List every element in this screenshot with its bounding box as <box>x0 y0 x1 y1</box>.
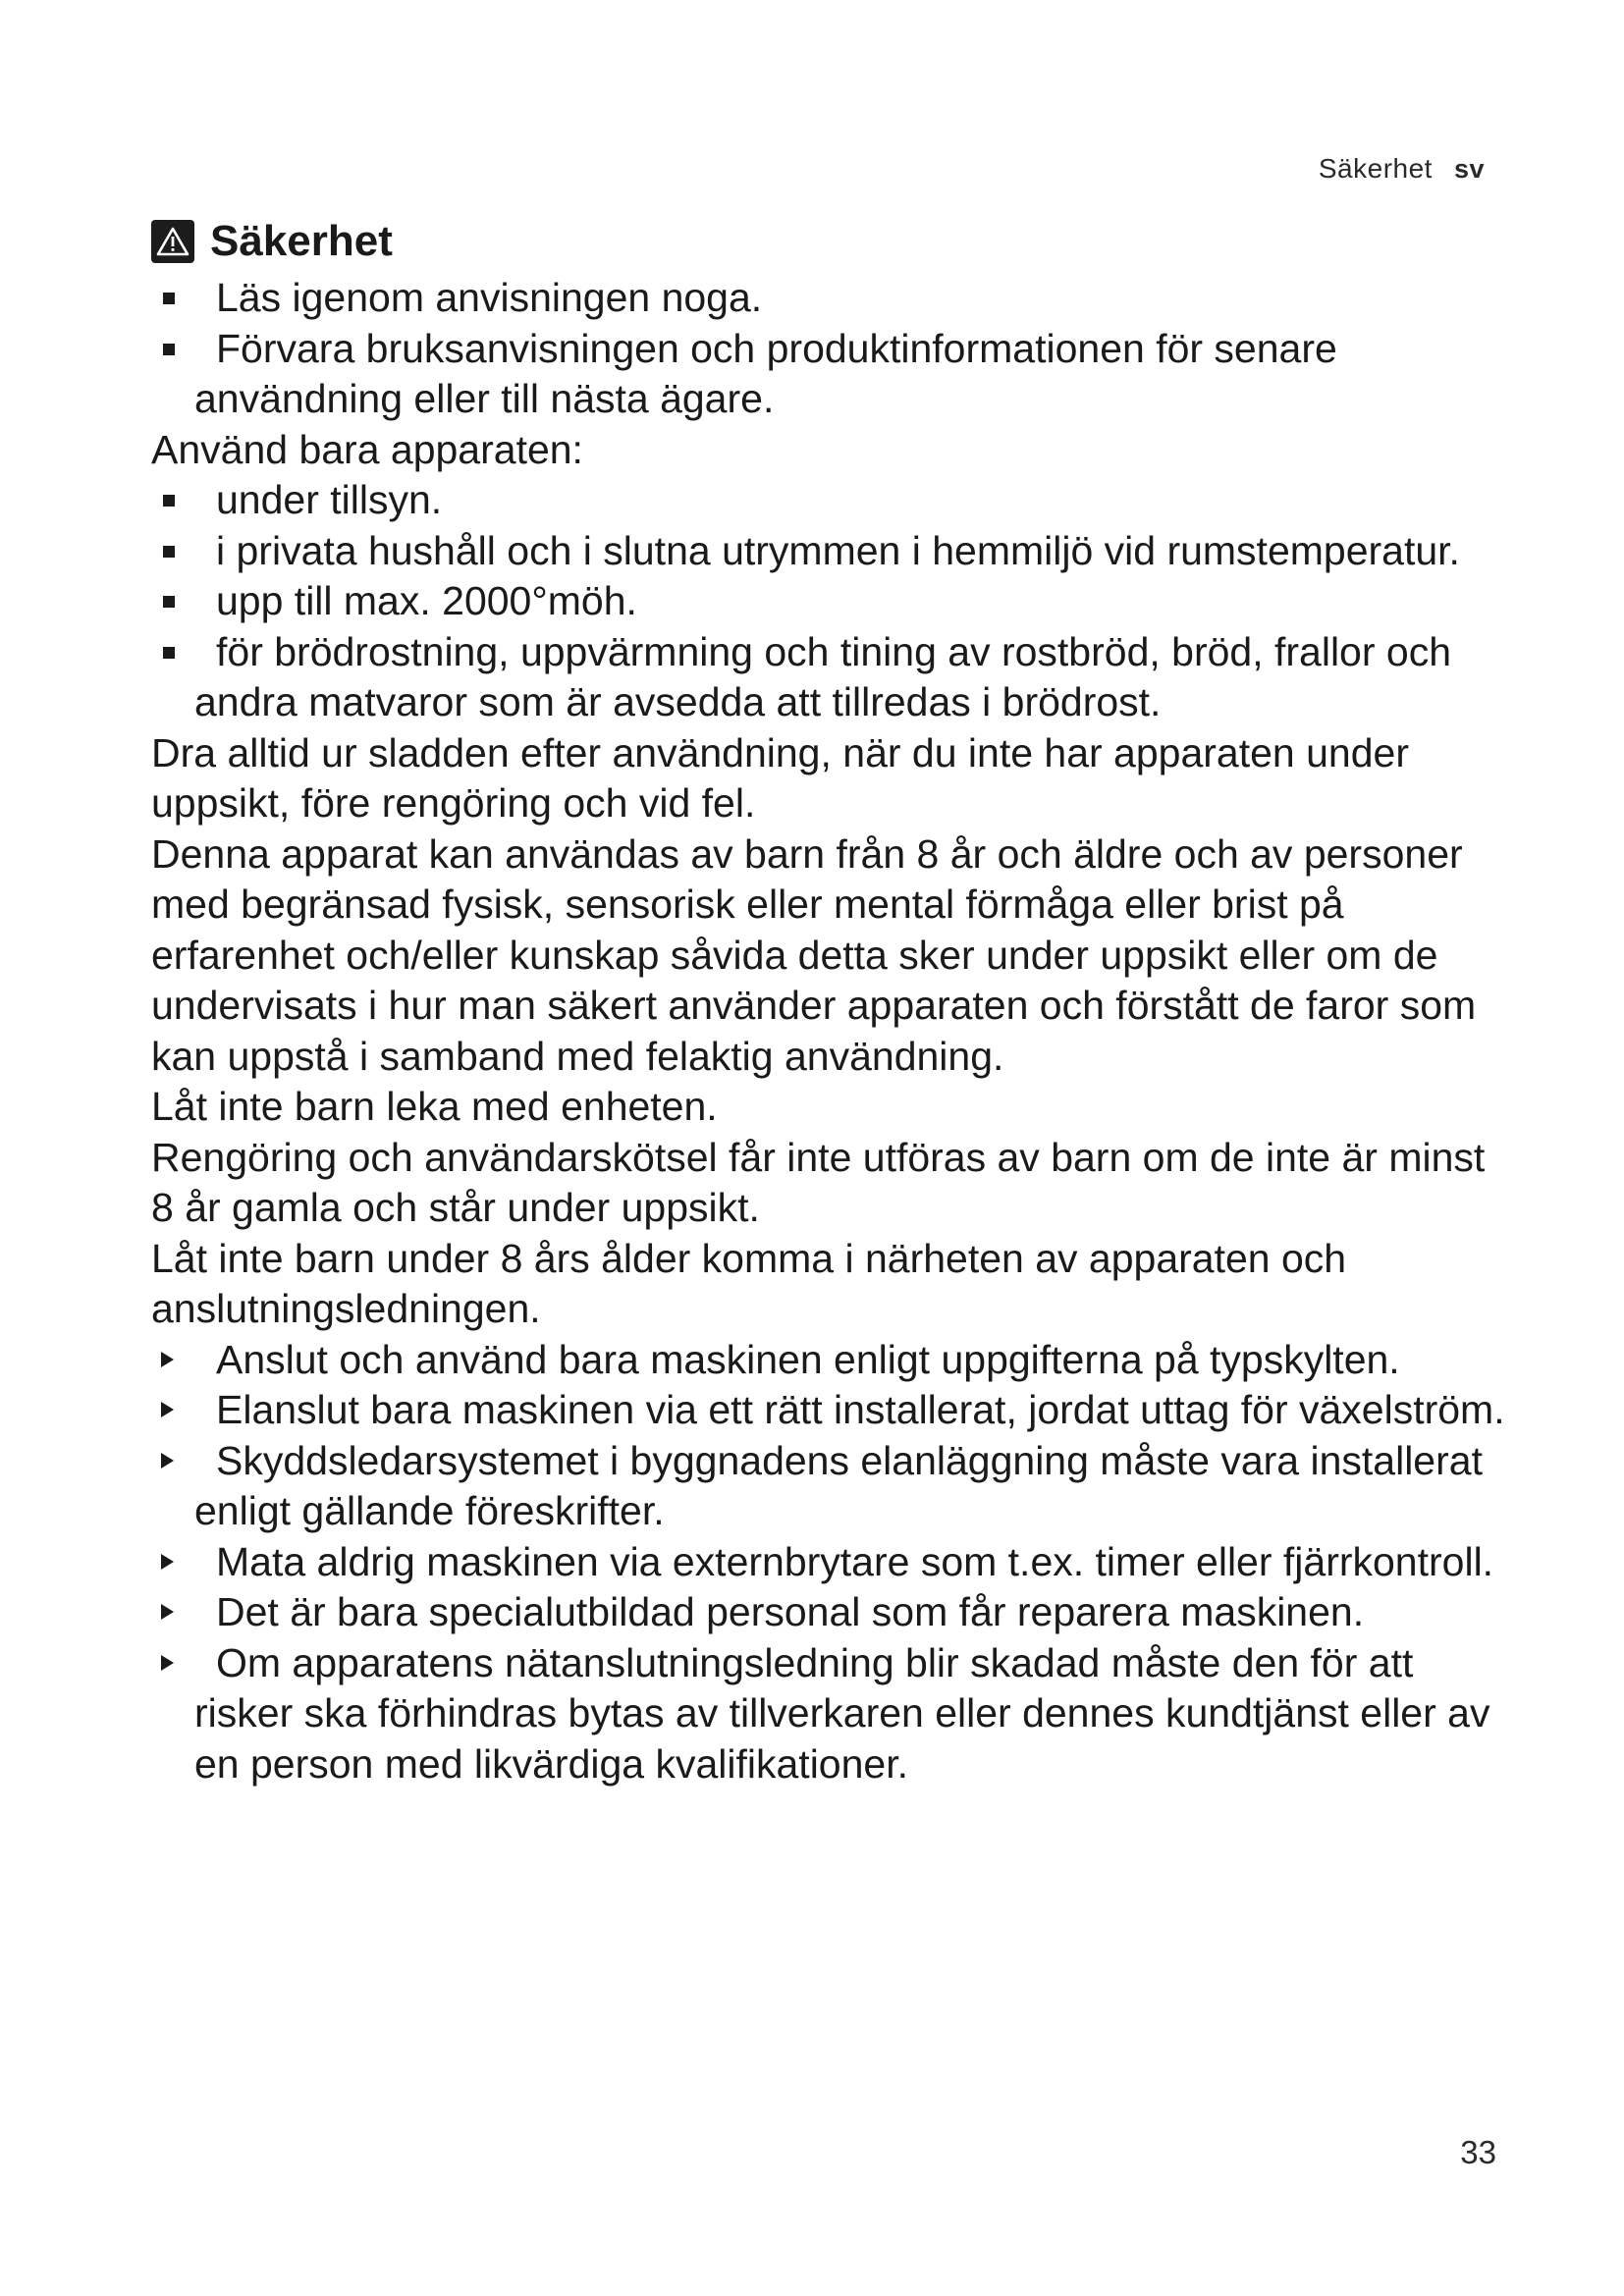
item-text: Förvara bruksanvisningen och produktinformationen för senare användning eller till nästa ägare. <box>194 325 1337 421</box>
paragraph: Rengöring och användarskötsel får inte utföras av barn om de inte är minst 8 år gamla och står under uppsikt. <box>151 1134 1486 1230</box>
running-header <box>1319 153 1485 185</box>
instruction-item <box>151 1638 1506 1790</box>
arrow-bullet-icon <box>161 1655 174 1671</box>
bullet-item <box>151 475 1506 526</box>
instruction-item <box>151 1385 1506 1436</box>
item-text: Mata aldrig maskinen via externbrytare som t.ex. timer eller fjärrkontroll. <box>216 1538 1494 1584</box>
running-header-section: Säkerhet <box>1318 153 1433 184</box>
paragraph: Dra alltid ur sladden efter användning, när du inte har apparaten under uppsikt, före rengöring och vid fel. <box>151 729 1409 826</box>
square-bullet-icon <box>163 495 175 507</box>
safety-section <box>151 214 1506 1789</box>
bullet-item <box>151 576 1506 627</box>
arrow-bullet-icon <box>161 1453 174 1468</box>
item-text: Anslut och använd bara maskinen enligt uppgifterna på typskylten. <box>216 1336 1400 1382</box>
square-bullet-icon <box>163 647 175 659</box>
item-text: för brödrostning, uppvärmning och tining av rostbröd, bröd, frallor och andra matvaror som är avsedda att tillredas i brödrost. <box>194 628 1452 724</box>
bullet-item <box>151 627 1506 728</box>
item-text: Elanslut bara maskinen via ett rätt installerat, jordat uttag för växelström. <box>216 1387 1505 1432</box>
square-bullet-icon <box>163 344 175 355</box>
item-text: upp till max. 2000°möh. <box>216 578 637 623</box>
paragraph: Låt inte barn under 8 års ålder komma i närheten av apparaten och anslutningsledningen. <box>151 1235 1347 1331</box>
item-text: i privata hushåll och i slutna utrymmen i hemmiljö vid rumstemperatur. <box>216 527 1460 573</box>
bullet-item <box>151 526 1506 577</box>
running-header-language: sv <box>1453 154 1485 184</box>
paragraph: Denna apparat kan användas av barn från 8 år och äldre och av personer med begränsad fysisk, sensorisk eller mental förmåga eller brist på erfarenhet och/eller kunskap såvida detta sker under uppsikt eller om de undervisats i hur man säkert använder apparaten och förstått de faror som kan uppstå i samband med felaktig användning. <box>151 830 1477 1079</box>
bullet-item <box>151 324 1506 425</box>
square-bullet-icon <box>163 596 175 608</box>
instruction-item <box>151 1537 1506 1588</box>
instruction-item <box>151 1335 1506 1386</box>
item-text: Det är bara specialutbildad personal som får reparera maskinen. <box>216 1589 1365 1634</box>
safety-text-blocks <box>151 273 1506 1789</box>
page-number: 33 <box>1460 2134 1496 2170</box>
paragraph: Låt inte barn leka med enheten. <box>151 1084 718 1129</box>
item-text: Om apparatens nätanslutningsledning blir skadad måste den för att risker ska förhindras bytas av tillverkaren eller dennes kundtjänst eller av en person med likvärdiga kvalifikationer. <box>194 1639 1490 1787</box>
warning-triangle-icon <box>151 220 194 263</box>
instruction-item <box>151 1436 1506 1537</box>
square-bullet-icon <box>163 293 175 304</box>
item-text: under tillsyn. <box>216 477 443 522</box>
item-text: Läs igenom anvisningen noga. <box>216 275 763 320</box>
square-bullet-icon <box>163 546 175 558</box>
section-heading <box>151 214 1506 269</box>
bullet-item <box>151 273 1506 324</box>
section-title: Säkerhet <box>210 217 393 266</box>
paragraph: Använd bara apparaten: <box>151 426 583 472</box>
instruction-item <box>151 1587 1506 1638</box>
arrow-bullet-icon <box>161 1554 174 1570</box>
arrow-bullet-icon <box>161 1604 174 1620</box>
arrow-bullet-icon <box>161 1402 174 1417</box>
item-text: Skyddsledarsystemet i byggnadens elanläggning måste vara installerat enligt gällande föreskrifter. <box>194 1437 1483 1533</box>
arrow-bullet-icon <box>161 1352 174 1367</box>
